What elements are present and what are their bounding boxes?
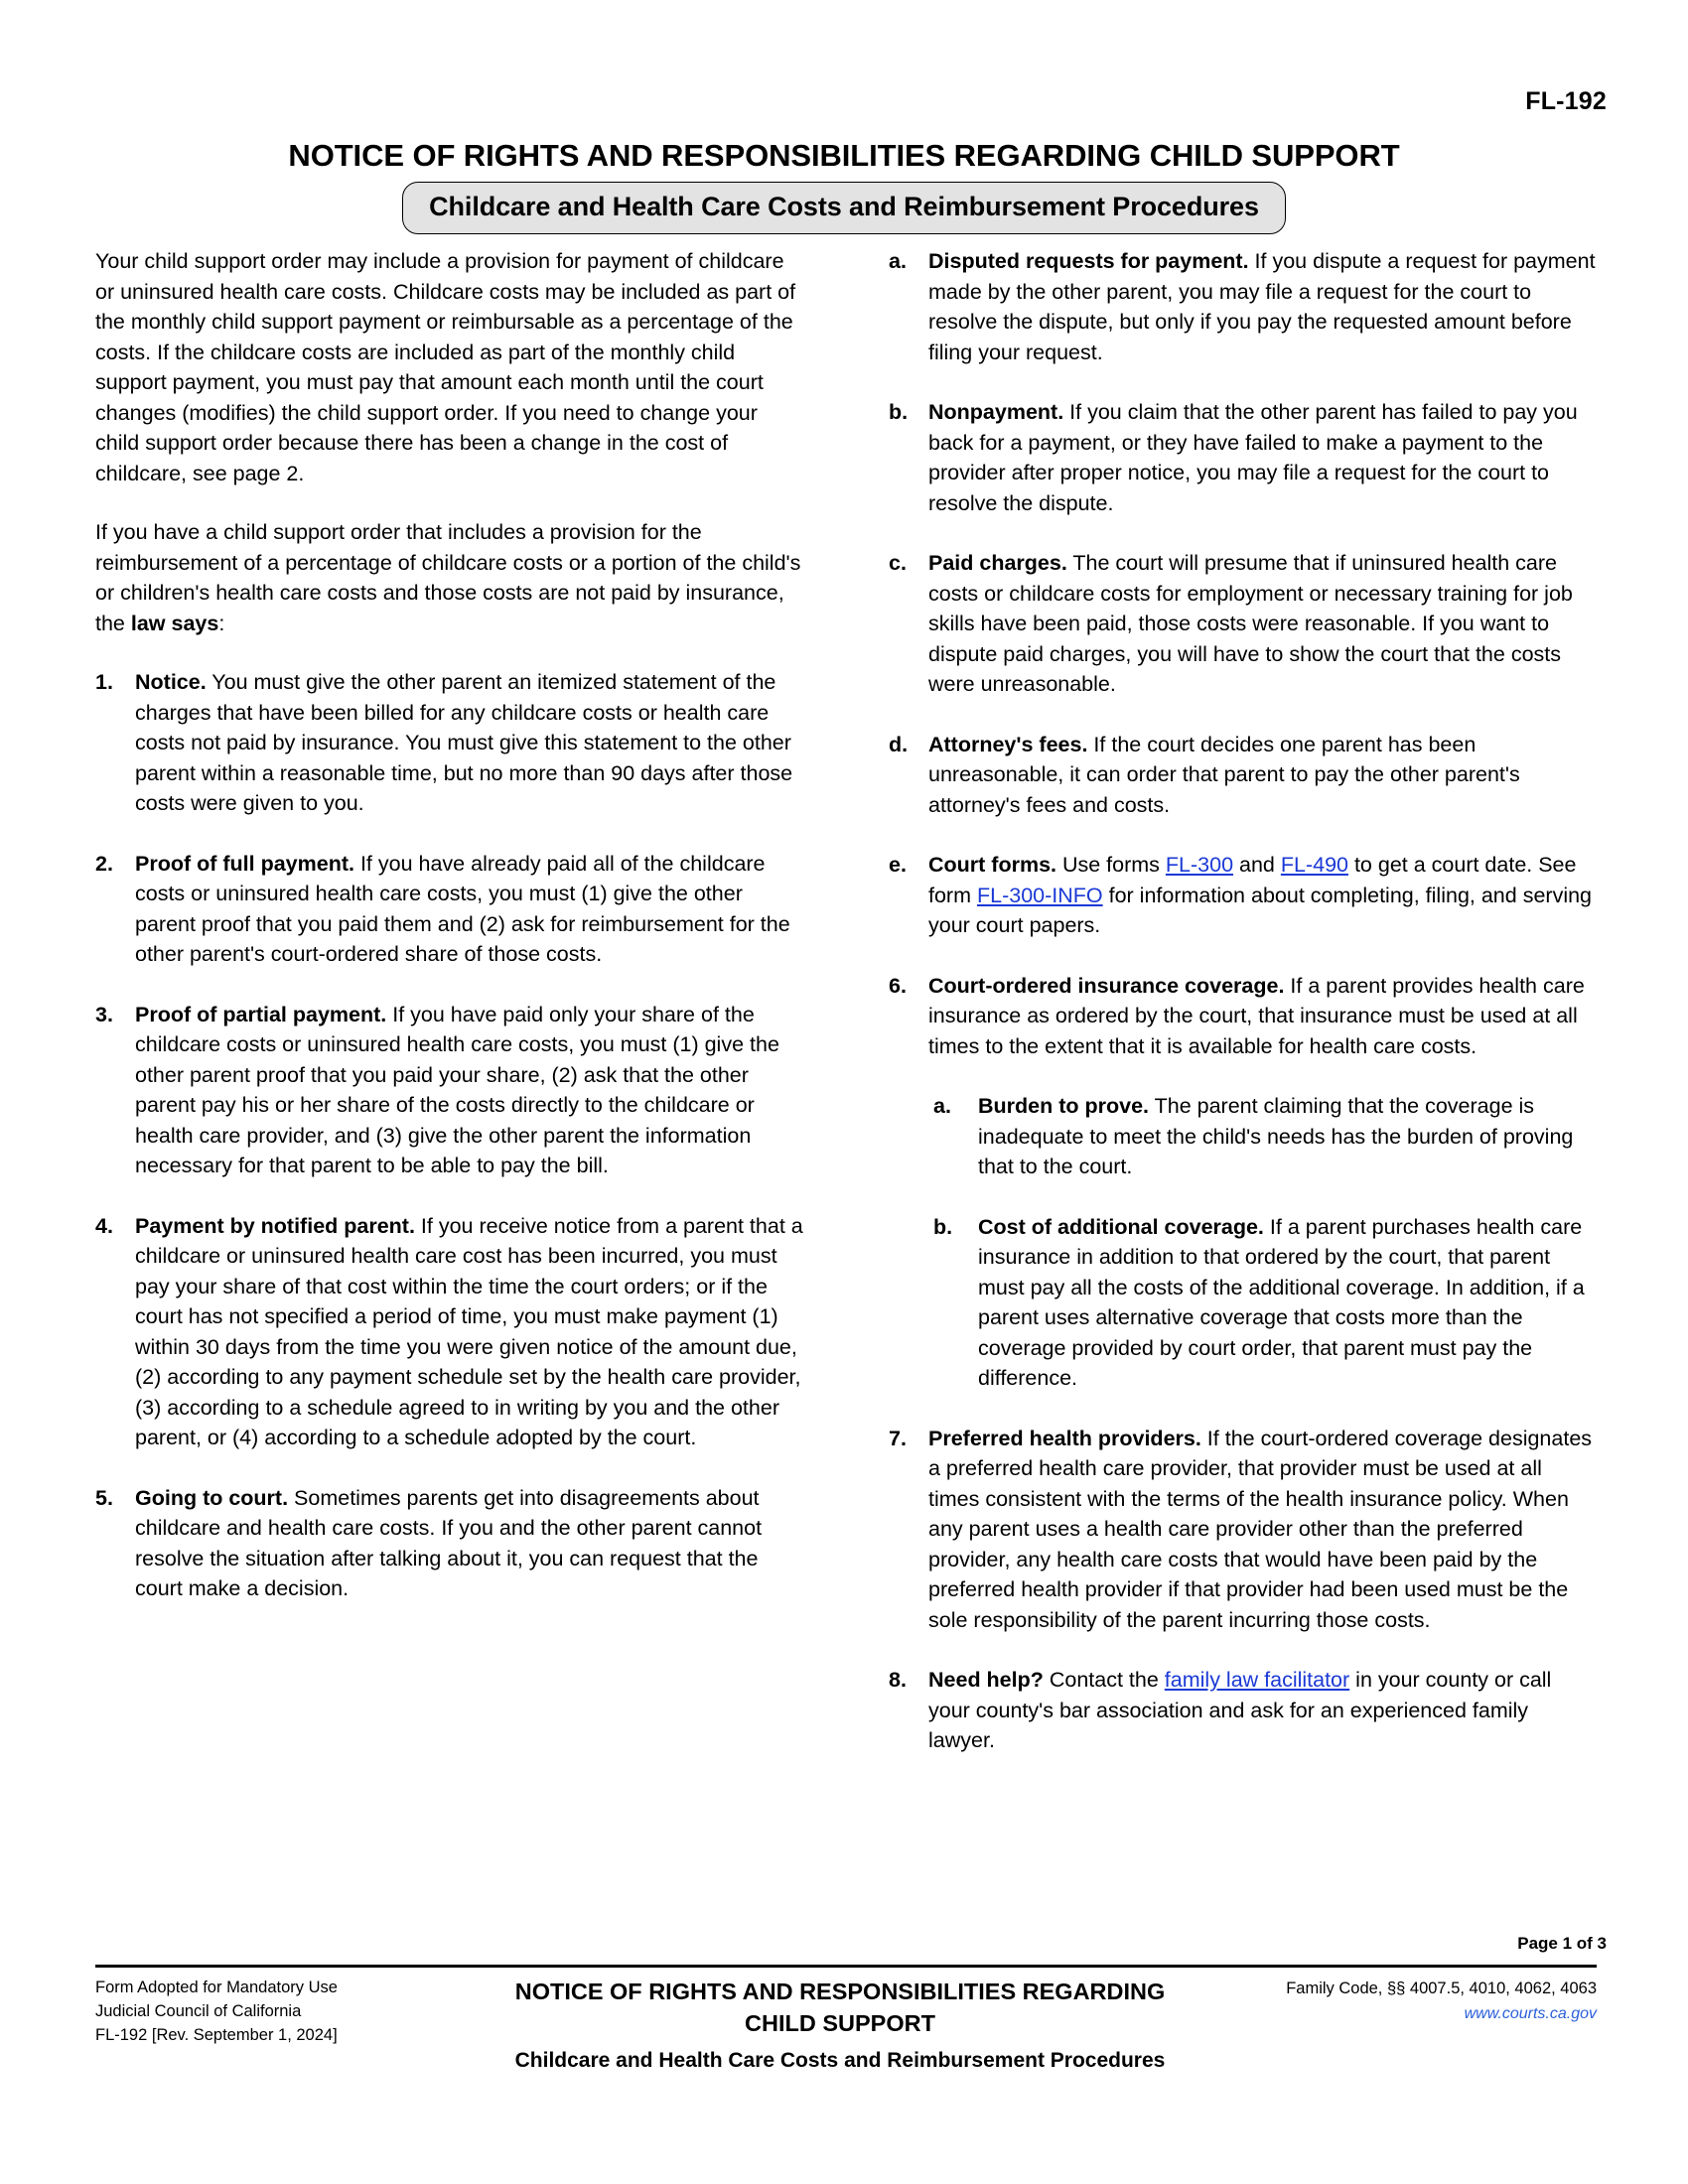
form-number: FL-192: [1525, 87, 1607, 115]
list-marker: 2.: [95, 851, 113, 876]
intro-paragraph-2: [95, 517, 803, 638]
footer-revision-line: FL-192 [Rev. September 1, 2024]: [95, 2026, 338, 2044]
court-forms-item: [889, 850, 1597, 941]
list-marker: a.: [933, 1094, 951, 1118]
list-item-body: [928, 971, 1597, 1062]
list-item-body: [928, 246, 1597, 367]
list-item-lead: Cost of additional coverage.: [978, 1214, 1264, 1239]
list-item-lead: Proof of partial payment.: [135, 1002, 387, 1026]
list-item-lead: Paid charges.: [928, 551, 1067, 575]
sub-list-item: [889, 548, 1597, 700]
form-link-fl490[interactable]: FL-490: [1280, 853, 1348, 877]
intro-2-after: :: [218, 611, 225, 635]
list-marker: 7.: [889, 1426, 907, 1450]
footer-subtitle: Childcare and Health Care Costs and Reimbursement Procedures: [514, 2049, 1166, 2072]
list-item-body: [928, 1424, 1597, 1636]
list-marker: 8.: [889, 1668, 907, 1692]
list-marker: 1.: [95, 670, 113, 694]
list-marker: b.: [933, 1214, 953, 1239]
list-item-body: [928, 548, 1597, 700]
court-forms-text-3: to get a court date. See form: [928, 853, 1577, 907]
list-item-body: [135, 667, 803, 819]
list-item-body: [928, 1665, 1597, 1756]
list-item-lead: Court forms.: [928, 853, 1056, 877]
need-help-text-2: in your county or call your county's bar association and ask for an experienced family lawyer.: [928, 1668, 1552, 1752]
list-item-lead: Disputed requests for payment.: [928, 249, 1249, 273]
list-item-body: [135, 849, 803, 970]
list-marker: b.: [889, 400, 909, 424]
list-item-text: If you receive notice from a parent that a childcare or uninsured health care cost has been incurred, you must pay your share of that cost within the time the court orders; or if the court has not specified a period of time, you must make payment (1) within 30 days from the time you were given notice of the amount due, (2) according to any payment schedule set by the health care provider, (3) according to a schedule agreed to in writing by you and the other parent, or (4) according to a schedule adopted by the court.: [135, 1213, 803, 1449]
footer-adoption-info: [95, 1976, 473, 2047]
list-item: [95, 667, 803, 819]
footer-adopted-line: Form Adopted for Mandatory Use: [95, 1979, 338, 1996]
list-item-lead: Preferred health providers.: [928, 1426, 1201, 1450]
footer-title-line-2: CHILD SUPPORT: [745, 2010, 935, 2036]
sub-list-item: [889, 730, 1597, 821]
list-item-body: [978, 1212, 1597, 1394]
list-item: [889, 971, 1597, 1062]
list-marker: 3.: [95, 1002, 113, 1026]
footer-title-line-1: NOTICE OF RIGHTS AND RESPONSIBILITIES REGARDING: [514, 1979, 1166, 2004]
sub-list-item: [889, 246, 1597, 367]
list-item-lead: Need help?: [928, 1668, 1044, 1692]
list-item: [95, 849, 803, 970]
list-item-body: [928, 850, 1597, 941]
list-item-body: [135, 1483, 803, 1604]
list-marker: c.: [889, 551, 907, 575]
list-item-body: [135, 1211, 803, 1453]
list-item-lead: Court-ordered insurance coverage.: [928, 973, 1285, 998]
footer-family-code-citation: Family Code, §§ 4007.5, 4010, 4062, 4063: [1286, 1979, 1597, 1997]
intro-2-before: If you have a child support order that includes a provision for the reimbursement of a percentage of childcare costs or a portion of the child's or children's health care costs and those costs are not paid by insurance, the: [95, 520, 801, 635]
right-column: [889, 246, 1597, 1786]
page-title: NOTICE OF RIGHTS AND RESPONSIBILITIES REGARDING CHILD SUPPORT: [288, 137, 1400, 173]
court-forms-text-4: for information about completing, filing, and serving your court papers.: [928, 883, 1593, 937]
list-item-lead: Proof of full payment.: [135, 851, 354, 876]
list-marker: e.: [889, 853, 907, 877]
list-item-text: You must give the other parent an itemized statement of the charges that have been billed for any childcare costs or health care costs not paid by insurance. You must give this statement to the other parent within a reasonable time, but no more than 90 days after those costs were given to you.: [135, 670, 793, 815]
footer-council-line: Judicial Council of California: [95, 2002, 302, 2020]
list-item-text: If you have already paid all of the childcare costs or uninsured health care costs, you must (1) give the other parent proof that you paid them and (2) ask for reimbursement for the other parent's court-ordered share of those costs.: [135, 851, 790, 966]
list-item-lead: Notice.: [135, 670, 207, 694]
subtitle-badge: Childcare and Health Care Costs and Reimbursement Procedures: [402, 182, 1286, 234]
footer-title-block: [473, 1976, 1207, 2077]
page-footer: [95, 1976, 1597, 2115]
list-item-body: [928, 397, 1597, 518]
left-column: [95, 246, 803, 1786]
courts-website-link[interactable]: www.courts.ca.gov: [1464, 2005, 1597, 2022]
list-item-text: If a parent purchases health care insurance in addition to that ordered by the court, that parent must pay all the costs of the additional coverage. In addition, if a parent uses alternative coverage that costs more than the coverage provided by court order, that parent must pay the difference.: [978, 1214, 1585, 1390]
list-item-text: If you have paid only your share of the childcare costs or uninsured health care costs, you must (1) give the other parent proof that you paid your share, (2) ask that the other parent pay his or her share of the costs directly to the childcare or health care provider, and (3) give the other parent the information necessary for that parent to be able to pay the bill.: [135, 1002, 779, 1177]
court-forms-text-1: Use forms: [1056, 853, 1166, 877]
family-law-facilitator-link[interactable]: family law facilitator: [1164, 1668, 1350, 1692]
list-item: [889, 1424, 1597, 1636]
list-marker: 4.: [95, 1213, 113, 1238]
footer-citation-block: [1199, 1976, 1597, 2027]
law-says-bold: law says: [130, 611, 219, 635]
list-item-lead: Attorney's fees.: [928, 732, 1088, 756]
list-item: [95, 1483, 803, 1604]
court-forms-text-2: and: [1233, 853, 1281, 877]
sub-list-item: [933, 1212, 1597, 1394]
intro-paragraph-1: Your child support order may include a provision for payment of childcare or uninsured health care costs. Childcare costs may be included as part of the monthly child support payment or reimbursable as a percentage of the costs. If the childcare costs are included as part of the monthly child support payment, you must pay that amount each month until the court changes (modifies) the child support order. If you need to change your child support order because there has been a change in the cost of childcare, see page 2.: [95, 249, 796, 485]
need-help-item: [889, 1665, 1597, 1756]
need-help-text-1: Contact the: [1043, 1668, 1165, 1692]
sub-list-item: [889, 397, 1597, 518]
form-link-fl300-info[interactable]: FL-300-INFO: [976, 883, 1103, 907]
list-marker: 5.: [95, 1485, 113, 1510]
list-item-text: If the court decides one parent has been unreasonable, it can order that parent to pay the other parent's attorney's fees and costs.: [928, 732, 1520, 817]
list-marker: a.: [889, 249, 907, 273]
list-item-lead: Payment by notified parent.: [135, 1213, 415, 1238]
list-item-body: [978, 1091, 1597, 1182]
list-item-body: [928, 730, 1597, 821]
list-item-text: Sometimes parents get into disagreements about childcare and health care costs. If you and the other parent cannot resolve the situation after talking about it, you can request that the court make a decision.: [135, 1485, 763, 1600]
list-item-lead: Going to court.: [135, 1485, 289, 1510]
list-item-lead: Burden to prove.: [978, 1094, 1150, 1118]
list-item-text: If you dispute a request for payment made by the other parent, you may file a request for the court to resolve the dispute, but only if you pay the requested amount before filing your request.: [928, 249, 1596, 364]
list-item-body: [135, 1000, 803, 1181]
list-item-text: The court will presume that if uninsured health care costs or childcare costs for employment or necessary training for job skills have been paid, those costs were reasonable. If you want to dispute paid charges, you will have to show the court that the costs were unreasonable.: [928, 551, 1573, 696]
list-item: [95, 1211, 803, 1453]
form-link-fl300[interactable]: FL-300: [1165, 853, 1234, 877]
list-item-text: The parent claiming that the coverage is inadequate to meet the child's needs has the burden of proving that to the court.: [978, 1094, 1574, 1178]
footer-divider: [95, 1965, 1597, 1968]
body-columns: [95, 246, 1597, 1786]
list-marker: 6.: [889, 973, 907, 998]
list-marker: d.: [889, 732, 909, 756]
list-item-lead: Nonpayment.: [928, 400, 1064, 424]
list-item: [95, 1000, 803, 1181]
list-item-text: If you claim that the other parent has failed to pay you back for a payment, or they have failed to make a payment to the provider after proper notice, you may file a request for the court to resolve the dispute.: [928, 400, 1578, 515]
subtitle-container: [0, 182, 1688, 234]
list-item-text: If the court-ordered coverage designates a preferred health care provider, that provider must be used at all times consistent with the terms of the health insurance policy. When any parent uses a health care provider other than the preferred provider, any health care costs that would have been paid by the preferred health provider if that provider had been used must be the sole responsibility of the parent incurring those costs.: [928, 1426, 1593, 1632]
page-counter: Page 1 of 3: [1517, 1934, 1607, 1953]
sub-list-item: [933, 1091, 1597, 1182]
list-item-text: If a parent provides health care insurance as ordered by the court, that insurance must be used at all times to the extent that it is available for health care costs.: [928, 973, 1585, 1058]
